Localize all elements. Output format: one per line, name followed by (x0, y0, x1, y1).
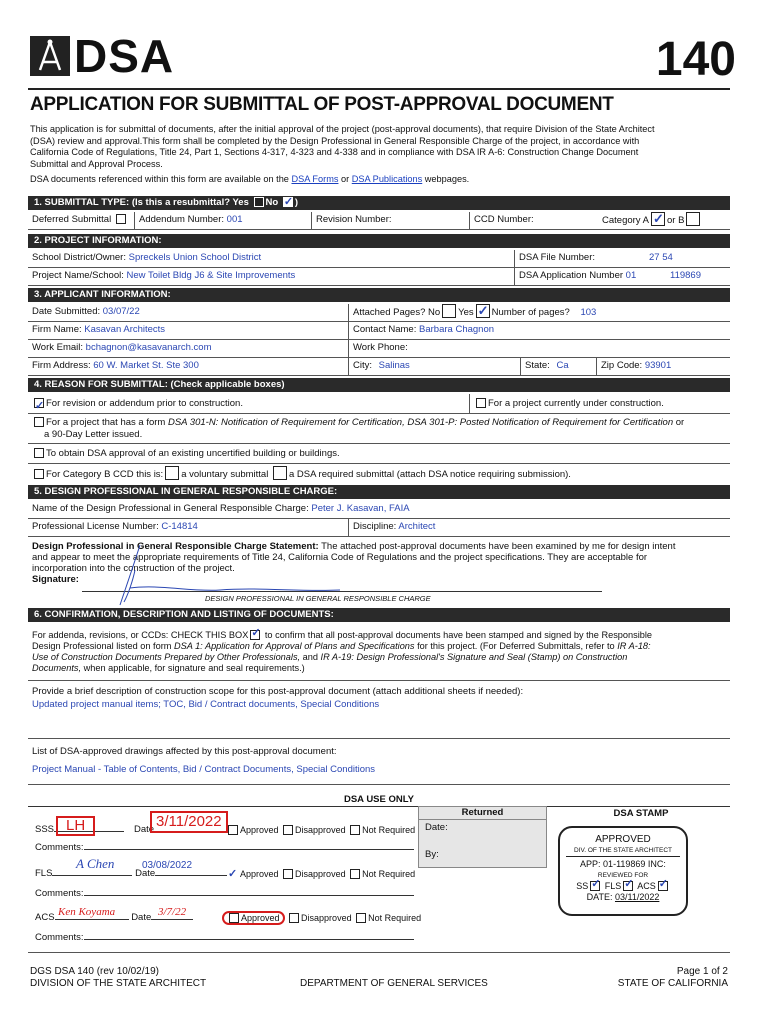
intro-line: This application is for submittal of documents, after the initial approval of the project (post-approval documents), that require Division of the State Architect (30, 124, 655, 134)
scope-label: Provide a brief description of construction scope for this post-approval document (attach additional sheets if needed): (32, 686, 524, 697)
dp-name-label: Name of the Design Professional in General Responsible Charge: (32, 503, 309, 514)
dsa-forms-link[interactable]: DSA Forms (291, 174, 339, 184)
sss-initials[interactable]: LH (56, 816, 95, 836)
email-label: Work Email: (32, 342, 84, 353)
ccd-cell (469, 212, 735, 229)
dsa-logo (30, 30, 175, 82)
acs-date-label: Date (131, 912, 152, 923)
contact-cell (348, 322, 494, 339)
discipline-value[interactable]: Architect (398, 521, 436, 532)
phone-cell (348, 340, 408, 357)
footer-page: Page 1 of 2 (676, 966, 728, 977)
statement-line: incorporation into the construction of the project. (32, 563, 235, 574)
statement-line: The attached post-approval documents have been examined by me for design intent (318, 541, 676, 552)
footer-state: STATE OF CALIFORNIA (617, 978, 728, 989)
submittal-type-row (28, 212, 730, 230)
district-cell (28, 250, 261, 267)
returned-by-label: By: (425, 849, 439, 860)
intro-text-part: or (341, 174, 350, 184)
section-2-header: 2. PROJECT INFORMATION: (28, 234, 730, 248)
acs-label: ACS (35, 912, 55, 923)
sss-comments-label: Comments: (35, 842, 84, 853)
footer-left (30, 966, 206, 990)
confirmation-part: to confirm that all post-approval documents have been stamped and signed by the Responsible (262, 630, 653, 640)
confirmation-part: when applicable, for signature and seal requirements.) (81, 663, 305, 673)
acs-approved-checkbox[interactable] (229, 913, 239, 923)
fls-initials[interactable]: A Chen (76, 856, 115, 871)
dsa-use-title: DSA USE ONLY (28, 794, 730, 807)
deferred-label: Deferred Submittal (32, 214, 112, 225)
project-row (28, 268, 730, 286)
addendum-label: Addendum Number: (139, 214, 225, 225)
reason-row-1 (28, 394, 730, 414)
reason-row-5 (28, 464, 730, 484)
resubmittal-no-label: No (265, 197, 279, 208)
file-number-cell (514, 250, 735, 267)
confirmation-part: for this project. (For Deferred Submittals, refer to (414, 641, 618, 651)
email-cell (28, 340, 212, 357)
license-value[interactable]: C-14814 (161, 521, 198, 532)
acs-not-required-label: Not Required (368, 913, 422, 923)
stamp-review-boxes (560, 881, 686, 892)
acs-not-required-checkbox[interactable] (356, 913, 366, 923)
fls-date-underline (155, 875, 227, 876)
license-cell (28, 519, 198, 536)
firm-label: Firm Name: (32, 324, 82, 335)
scope-value[interactable]: Updated project manual items; TOC, Bid / Contract documents, Special Conditions (32, 699, 380, 710)
footer-right (618, 966, 728, 990)
pages-label: Number of pages? (491, 307, 570, 318)
reason-row-4 (28, 444, 730, 464)
reason-3-text (32, 417, 684, 441)
district-label: School District/Owner: (32, 252, 126, 263)
signature-caption: DESIGN PROFESSIONAL IN GENERAL RESPONSIBLE CHARGE (205, 594, 431, 603)
category-b-checkbox[interactable] (686, 212, 700, 226)
reason-2-cell (469, 394, 664, 413)
intro-line (30, 174, 730, 186)
returned-label: Returned (419, 807, 546, 820)
attached-label: Attached Pages? No (353, 307, 441, 318)
fls-comments-line[interactable] (84, 895, 414, 896)
statement-line: and appear to meet the appropriate requirements of Title 24, California Code of Regulations and the project specifications. They are acceptable for (32, 552, 648, 563)
revision-label: Revision Number: (316, 214, 392, 225)
confirmation-text (32, 630, 730, 674)
address-label: Firm Address: (32, 360, 91, 371)
category-b-label: or B (667, 215, 685, 226)
compass-icon (30, 36, 70, 76)
sss-approved-label: Approved (240, 825, 279, 835)
pages-value[interactable]: 103 (580, 307, 597, 318)
license-row (28, 519, 730, 537)
revision-prior-checkbox[interactable] (34, 398, 44, 408)
statement-heading: Design Professional in General Responsible Charge Statement: (32, 541, 319, 552)
returned-box (418, 806, 547, 868)
contact-label: Contact Name: (353, 324, 417, 335)
address-cell (28, 358, 199, 375)
category-a-checkbox[interactable] (651, 212, 665, 226)
section-6-header: 6. CONFIRMATION, DESCRIPTION AND LISTING OF DOCUMENTS: (28, 608, 730, 622)
confirmation-rule (28, 680, 730, 681)
sss-disapproved-label: Disapproved (295, 825, 346, 835)
reason-1-label: For revision or addendum prior to construction. (46, 398, 243, 409)
stamp-fls-label: FLS (604, 881, 622, 891)
acs-comments-label: Comments: (35, 932, 84, 943)
dsa-use-bottom-rule (28, 952, 730, 953)
category-group (602, 212, 702, 229)
intro-text-part: DSA documents referenced within this form are available on the (30, 174, 289, 184)
stamp-acs-checkbox (658, 881, 668, 891)
state-label: State: (525, 360, 550, 371)
stamp-date-row (560, 892, 686, 903)
drawings-rule (28, 784, 730, 785)
address-value[interactable]: 60 W. Market St. Ste 300 (93, 360, 199, 371)
voluntary-label: a voluntary submittal (181, 469, 269, 480)
stamp-date-label: DATE: (586, 892, 613, 902)
acs-disapproved-checkbox[interactable] (289, 913, 299, 923)
reason-2-label: For a project currently under construction. (488, 398, 664, 409)
reason-3-part: For a project that has a form (46, 417, 168, 428)
footer-division: DIVISION OF THE STATE ARCHITECT (30, 978, 207, 989)
sss-label: SSS (35, 824, 55, 835)
sss-status (226, 822, 415, 838)
section-1-close: ) (294, 197, 298, 208)
sss-approved-checkbox[interactable] (228, 825, 238, 835)
attached-no-checkbox[interactable] (442, 304, 456, 318)
stamp-date-value: 03/11/2022 (614, 892, 660, 902)
acs-underline (55, 919, 129, 920)
app-number-cell (514, 268, 735, 285)
confirmation-italic: IR A-18: (617, 641, 651, 651)
dp-name-row (28, 501, 730, 519)
firm-value[interactable]: Kasavan Architects (84, 324, 166, 335)
reason-4-cell (28, 444, 340, 463)
sss-comments (35, 842, 414, 853)
firm-row (28, 322, 730, 340)
fls-approved-checkbox[interactable] (228, 869, 238, 879)
signature-label: Signature: (32, 574, 79, 585)
city-label: City: (353, 360, 372, 371)
stamp-sss-checkbox (590, 881, 600, 891)
section-4-header: 4. REASON FOR SUBMITTAL: (Check applicable boxes) (28, 378, 730, 392)
header-rule (28, 88, 730, 90)
fls-date[interactable]: 03/08/2022 (142, 860, 193, 871)
sss-comments-line[interactable] (84, 849, 414, 850)
project-label: Project Name/School: (32, 270, 124, 281)
reason-1-cell (28, 394, 243, 413)
app-number-value[interactable]: 119869 (670, 270, 701, 281)
contact-value[interactable]: Barbara Chagnon (419, 324, 495, 335)
returned-date-label: Date: (425, 822, 448, 833)
dsa-required-label: a DSA required submittal (attach DSA notice requiring submission). (288, 469, 571, 480)
intro-line: California Code of Regulations, Title 24, Part 1, Sections 4-317, 4-323 and 4-338 and in compliance with DSA IR A-6: Construction Change Document (30, 147, 639, 157)
intro-line: (DSA) review and approval.This form shall be completed by the Design Professional in General Responsible Charge of the project, in accordance with (30, 135, 640, 146)
reason-5-label: For Category B CCD this is: (46, 469, 164, 480)
email-value[interactable]: bchagnon@kasavanarch.com (85, 342, 212, 353)
category-a-label: Category A (602, 215, 649, 226)
zip-label: Zip Code: (601, 360, 643, 371)
fls-row (35, 866, 227, 882)
page-title: APPLICATION FOR SUBMITTAL OF POST-APPROVAL DOCUMENT (30, 94, 614, 115)
fls-label: FLS (35, 868, 53, 879)
app-number-prefix[interactable]: 01 (625, 270, 637, 281)
discipline-label: Discipline: (353, 521, 397, 532)
confirmation-italic: Use of Construction Documents Prepared by Other Professionals, (32, 652, 301, 662)
dp-name-value[interactable]: Peter J. Kasavan, FAIA (311, 503, 410, 514)
reason-row-3 (28, 414, 730, 444)
app-number-label: DSA Application Number (519, 270, 624, 281)
address-row (28, 358, 730, 376)
dsa-required-checkbox[interactable] (273, 466, 287, 480)
form-number: 140 (655, 33, 736, 86)
confirmation-italic: Documents, (32, 663, 82, 673)
confirmation-italic: DSA 1: Application for Approval of Plans and Specifications (173, 641, 415, 651)
date-submitted-label: Date Submitted: (32, 306, 101, 317)
sss-date-label: Date (134, 824, 155, 835)
reason-3-italic: DSA 301-N: Notification of Requirement for Certification, DSA 301-P: Posted Notification of Requirement for Certification (167, 417, 674, 428)
footer-department: DEPARTMENT OF GENERAL SERVICES (300, 978, 488, 989)
reason-5-cell (28, 464, 571, 484)
acs-initials[interactable]: Ken Koyama (58, 906, 116, 918)
sss-not-required-checkbox[interactable] (350, 825, 360, 835)
fls-not-required-label: Not Required (362, 869, 416, 879)
reason-4-label: To obtain DSA approval of an existing uncertified building or buildings. (46, 448, 340, 459)
acs-comments-line[interactable] (84, 939, 414, 940)
dsa-approval-stamp (558, 826, 688, 916)
district-row (28, 250, 730, 268)
sss-disapproved-checkbox[interactable] (283, 825, 293, 835)
attached-cell (348, 304, 596, 321)
fls-approved-label: Approved (240, 869, 279, 879)
sss-date[interactable]: 3/11/2022 (150, 811, 228, 833)
attached-yes-label: Yes (458, 307, 474, 318)
acs-approved-oval (222, 911, 285, 925)
drawings-value[interactable]: Project Manual - Table of Contents, Bid / Contract Documents, Special Conditions (32, 764, 376, 775)
acs-approved-label: Approved (241, 913, 280, 923)
section-1-title: 1. SUBMITTAL TYPE: (Is this a resubmittal? Yes (34, 197, 249, 208)
project-cell (28, 268, 295, 285)
discipline-cell (348, 519, 435, 536)
date-cell (28, 304, 140, 321)
dsa-stamp-title: DSA STAMP (613, 808, 669, 819)
deferred-checkbox[interactable] (116, 214, 126, 224)
attached-yes-checkbox[interactable] (476, 304, 490, 318)
phone-label: Work Phone: (353, 342, 408, 353)
state-value[interactable]: Ca (556, 360, 569, 371)
intro-line: Submittal and Approval Process. (30, 158, 163, 169)
voluntary-checkbox[interactable] (165, 466, 179, 480)
state-cell (520, 358, 569, 375)
addendum-value[interactable]: 001 (226, 214, 243, 225)
logo-text: DSA (74, 30, 175, 82)
resubmittal-no-checkbox[interactable] (283, 197, 293, 207)
file-number-value[interactable]: 27 54 (649, 252, 673, 263)
stamp-acs-label: ACS (637, 881, 656, 891)
section-3-header: 3. APPLICANT INFORMATION: (28, 288, 730, 302)
stamp-division: DIV. OF THE STATE ARCHITECT (566, 845, 680, 857)
district-value[interactable]: Spreckels Union School District (128, 252, 262, 263)
reason-3-line-2: a 90-Day Letter issued. (44, 429, 143, 440)
acs-status (222, 910, 421, 926)
zip-cell (596, 358, 671, 375)
fls-comments (35, 888, 414, 899)
dsa-publications-link[interactable]: DSA Publications (351, 174, 423, 184)
resubmittal-yes-checkbox[interactable] (254, 197, 264, 207)
confirmation-part: Design Professional listed on form (32, 641, 174, 651)
date-submitted-value[interactable]: 03/07/22 (102, 306, 140, 317)
section-5-header: 5. DESIGN PROFESSIONAL IN GENERAL RESPONSIBLE CHARGE: (28, 485, 730, 499)
firm-cell (28, 322, 165, 339)
ccd-label: CCD Number: (474, 214, 534, 225)
confirmation-part: and (300, 652, 321, 662)
form-301-checkbox[interactable] (34, 417, 44, 427)
stamp-approved: APPROVED (595, 834, 651, 845)
license-label: Professional License Number: (32, 521, 159, 532)
sss-not-required-label: Not Required (362, 825, 416, 835)
fls-underline (52, 875, 132, 876)
acs-disapproved-label: Disapproved (301, 913, 352, 923)
zip-value[interactable]: 93901 (644, 360, 672, 371)
city-cell (348, 358, 410, 375)
date-row (28, 304, 730, 322)
fls-comments-label: Comments: (35, 888, 84, 899)
revision-cell (311, 212, 392, 229)
stamp-app-line: APP: 01-119869 INC: (580, 859, 666, 869)
footer-form-id: DGS DSA 140 (rev 10/02/19) (30, 966, 159, 977)
drawings-label: List of DSA-approved drawings affected by this post-approval document: (32, 746, 337, 757)
reason-3-part: or (673, 417, 685, 428)
fls-disapproved-checkbox[interactable] (283, 869, 293, 879)
city-value[interactable]: Salinas (378, 360, 410, 371)
deferred-cell (28, 212, 128, 229)
stamp-sss-label: SS (576, 881, 589, 891)
under-construction-checkbox[interactable] (476, 398, 486, 408)
project-value[interactable]: New Toilet Bldg J6 & Site Improvements (126, 270, 296, 281)
addendum-cell (134, 212, 243, 229)
acs-date[interactable]: 3/7/22 (158, 906, 187, 918)
fls-not-required-checkbox[interactable] (350, 869, 360, 879)
fls-status (226, 866, 415, 882)
uncertified-building-checkbox[interactable] (34, 448, 44, 458)
acs-comments (35, 932, 414, 943)
acs-date-underline (151, 919, 193, 920)
file-number-label: DSA File Number: (519, 252, 596, 263)
confirmation-checkbox[interactable] (250, 630, 260, 640)
category-b-ccd-checkbox[interactable] (34, 469, 44, 479)
scope-rule (28, 738, 730, 739)
intro-text (30, 124, 730, 186)
fls-date-label: Date (135, 868, 156, 879)
fls-disapproved-label: Disapproved (295, 869, 346, 879)
dp-name-cell (28, 501, 410, 518)
intro-text-part: webpages. (424, 174, 470, 184)
stamp-fls-checkbox (623, 881, 633, 891)
section-1-header (28, 196, 730, 210)
confirmation-part: For addenda, revisions, or CCDs: CHECK THIS BOX (32, 630, 249, 640)
confirmation-italic: IR A-19: Design Professional's Signature and Seal (Stamp) on Construction (320, 652, 628, 662)
stamp-reviewed: REVIEWED FOR (597, 872, 649, 879)
email-row (28, 340, 730, 358)
